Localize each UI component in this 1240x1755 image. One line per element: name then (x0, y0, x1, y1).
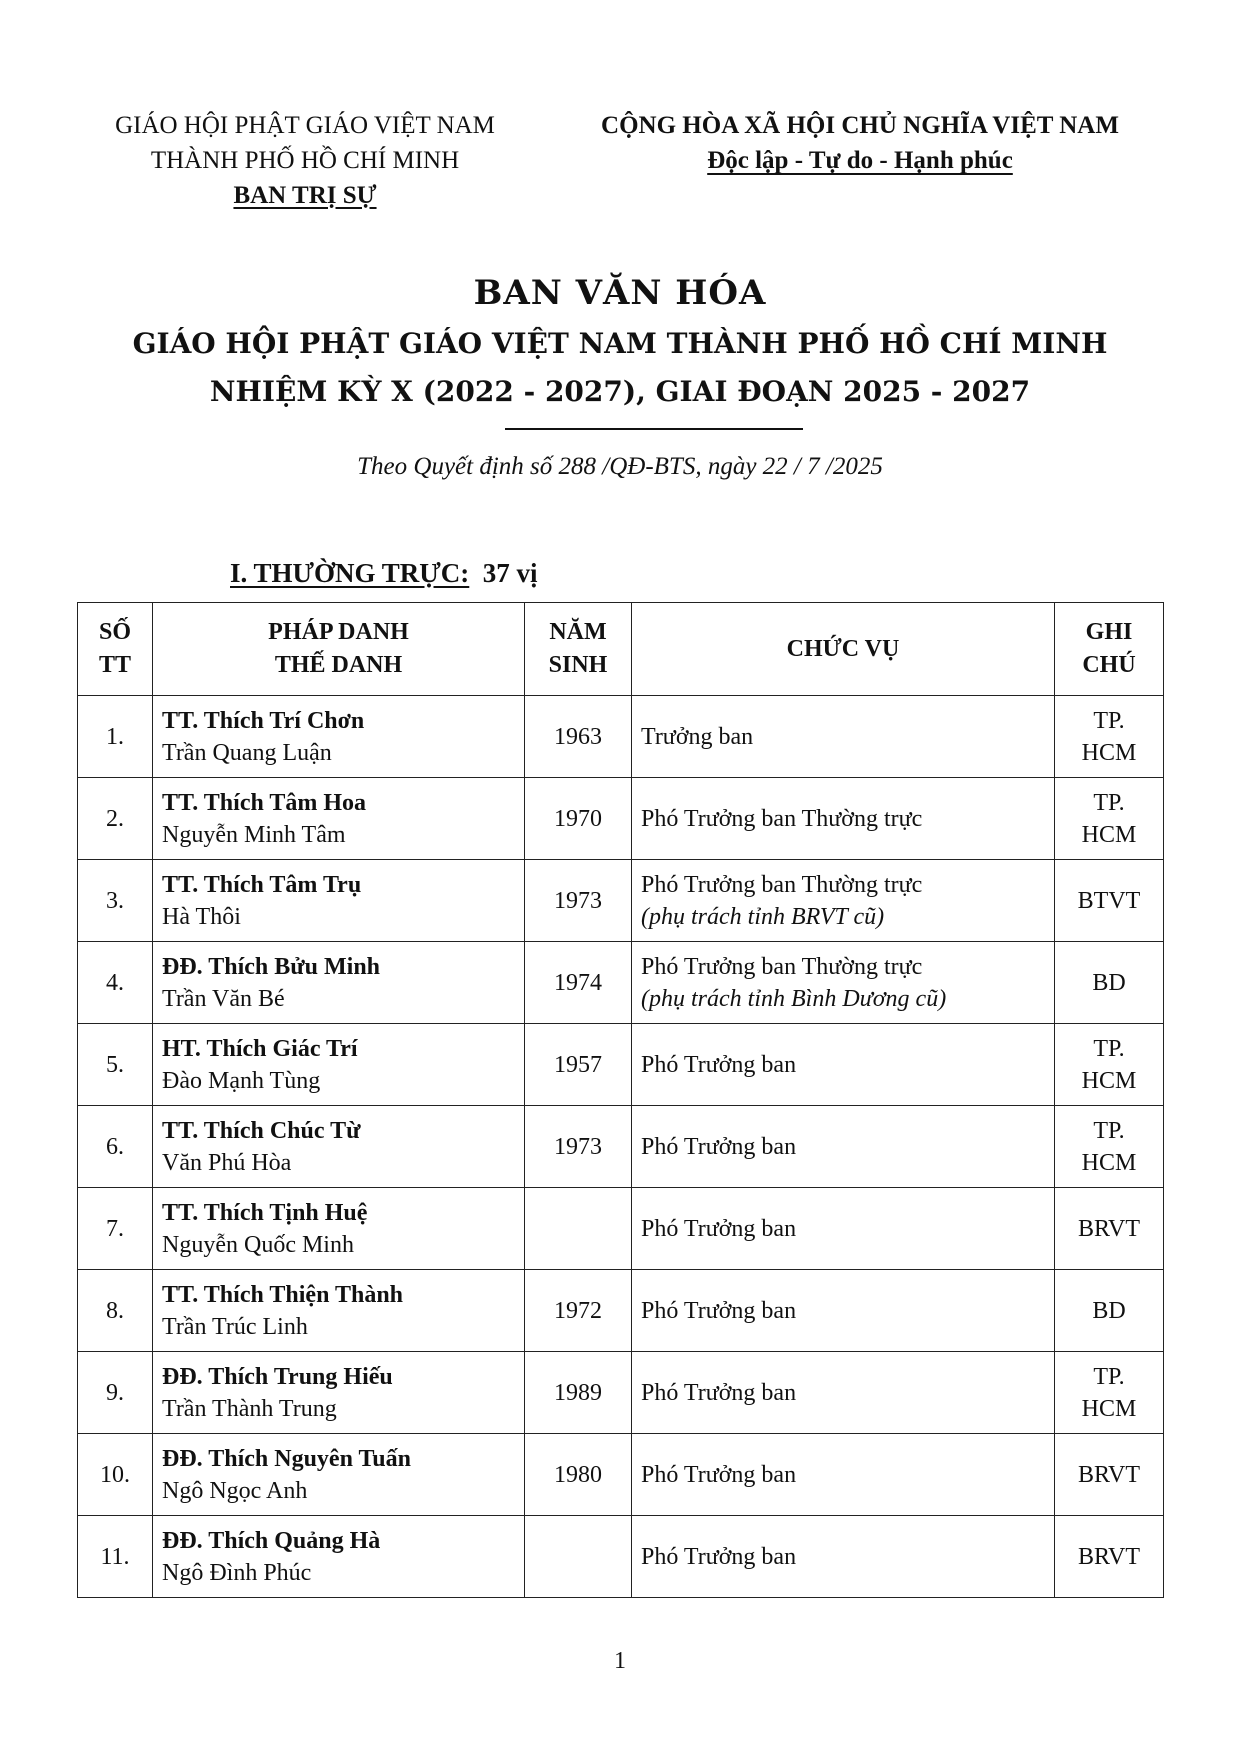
secular-name: Trần Quang Luận (162, 739, 332, 766)
role-text: Phó Trưởng ban (641, 1461, 797, 1488)
cell-name (153, 696, 525, 778)
cell-year: 1980 (525, 1434, 632, 1516)
secular-name: Nguyễn Quốc Minh (162, 1231, 354, 1258)
secular-name: Đào Mạnh Tùng (162, 1067, 321, 1094)
cell-year: 1972 (525, 1270, 632, 1352)
cell-no: 8. (78, 1270, 153, 1352)
cell-note: BD (1055, 1270, 1164, 1352)
cell-no: 6. (78, 1106, 153, 1188)
title-divider (505, 428, 803, 430)
role-text: Phó Trưởng ban (641, 1543, 797, 1570)
secular-name: Ngô Ngọc Anh (162, 1477, 308, 1504)
title-line-2: GIÁO HỘI PHẬT GIÁO VIỆT NAM THÀNH PHỐ HỒ CHÍ MINH (132, 327, 1108, 360)
cell-role (632, 778, 1055, 860)
table-row (78, 1516, 1164, 1598)
dharma-name: ĐĐ. Thích Quảng Hà (162, 1527, 381, 1554)
cell-note: BTVT (1055, 860, 1164, 942)
cell-year: 1970 (525, 778, 632, 860)
dharma-name: TT. Thích Chúc Từ (162, 1117, 361, 1144)
table-row (78, 1434, 1164, 1516)
secular-name: Nguyễn Minh Tâm (162, 821, 346, 848)
issuer-line-1: GIÁO HỘI PHẬT GIÁO VIỆT NAM (115, 112, 495, 139)
table-row (78, 860, 1164, 942)
secular-name: Văn Phú Hòa (162, 1149, 292, 1176)
cell-role (632, 1024, 1055, 1106)
cell-role (632, 1434, 1055, 1516)
section-count: 37 vị (482, 558, 538, 588)
secular-name: Trần Trúc Linh (162, 1313, 308, 1340)
dharma-name: ĐĐ. Thích Nguyên Tuấn (162, 1445, 411, 1472)
cell-no: 4. (78, 942, 153, 1024)
dharma-name: HT. Thích Giác Trí (162, 1035, 358, 1062)
role-text: Phó Trưởng ban (641, 1379, 797, 1406)
secular-name: Trần Văn Bé (162, 985, 285, 1012)
table-row (78, 1352, 1164, 1434)
dharma-name: TT. Thích Tâm Hoa (162, 789, 367, 816)
national-heading (570, 108, 1150, 178)
cell-year: 1974 (525, 942, 632, 1024)
table-row (78, 696, 1164, 778)
cell-role (632, 1188, 1055, 1270)
secular-name: Trần Thành Trung (162, 1395, 337, 1422)
section-title: I. THƯỜNG TRỰC: (230, 558, 470, 588)
dharma-name: TT. Thích Trí Chơn (162, 707, 365, 734)
table-row (78, 1024, 1164, 1106)
cell-note: TP. HCM (1055, 1352, 1164, 1434)
cell-name (153, 1270, 525, 1352)
cell-note: BRVT (1055, 1516, 1164, 1598)
cell-role (632, 860, 1055, 942)
cell-no: 10. (78, 1434, 153, 1516)
cell-role (632, 1106, 1055, 1188)
title-line-1: BAN VĂN HÓA (473, 273, 767, 313)
cell-year: 1973 (525, 860, 632, 942)
role-note: (phụ trách tỉnh Bình Dương cũ) (641, 985, 947, 1012)
header-name: PHÁP DANH THẾ DANH (153, 603, 525, 696)
country-name: CỘNG HÒA XÃ HỘI CHỦ NGHĨA VIỆT NAM (601, 112, 1119, 139)
cell-year: 1963 (525, 696, 632, 778)
cell-name (153, 1188, 525, 1270)
cell-note: TP. HCM (1055, 1024, 1164, 1106)
cell-name (153, 1516, 525, 1598)
cell-name (153, 1434, 525, 1516)
cell-role (632, 1270, 1055, 1352)
table-header-row (78, 603, 1164, 696)
header-year: NĂM SINH (525, 603, 632, 696)
cell-note: TP. HCM (1055, 696, 1164, 778)
role-text: Phó Trưởng ban (641, 1133, 797, 1160)
table-row (78, 778, 1164, 860)
cell-name (153, 942, 525, 1024)
dharma-name: TT. Thích Tịnh Huệ (162, 1199, 368, 1226)
issuer-block (90, 108, 520, 213)
role-text: Trưởng ban (641, 723, 754, 750)
table-row (78, 1270, 1164, 1352)
role-text: Phó Trưởng ban Thường trực (641, 953, 923, 980)
header-role: CHỨC VỤ (632, 603, 1055, 696)
cell-no: 1. (78, 696, 153, 778)
secular-name: Ngô Đình Phúc (162, 1559, 312, 1586)
cell-no: 2. (78, 778, 153, 860)
table-row (78, 1106, 1164, 1188)
section-heading (230, 555, 538, 591)
cell-name (153, 1106, 525, 1188)
cell-role (632, 1352, 1055, 1434)
cell-no: 3. (78, 860, 153, 942)
page-number: 1 (614, 1648, 626, 1674)
role-text: Phó Trưởng ban Thường trực (641, 871, 923, 898)
cell-name (153, 1024, 525, 1106)
cell-note: TP. HCM (1055, 1106, 1164, 1188)
cell-year: 1973 (525, 1106, 632, 1188)
issuer-line-3: BAN TRỊ SỰ (233, 182, 377, 209)
cell-role (632, 942, 1055, 1024)
cell-year: 1957 (525, 1024, 632, 1106)
cell-role (632, 696, 1055, 778)
dharma-name: ĐĐ. Thích Trung Hiếu (162, 1363, 393, 1390)
role-text: Phó Trưởng ban (641, 1051, 797, 1078)
national-motto: Độc lập - Tự do - Hạnh phúc (707, 147, 1013, 174)
title-line-3: NHIỆM KỲ X (2022 - 2027), GIAI ĐOẠN 2025 - 2027 (209, 375, 1031, 408)
cell-year (525, 1188, 632, 1270)
cell-role (632, 1516, 1055, 1598)
cell-note: TP. HCM (1055, 778, 1164, 860)
decision-reference: Theo Quyết định số 288 /QĐ-BTS, ngày 22 / 7 /2025 (357, 453, 883, 480)
cell-year (525, 1516, 632, 1598)
cell-year: 1989 (525, 1352, 632, 1434)
role-text: Phó Trưởng ban (641, 1297, 797, 1324)
role-note: (phụ trách tỉnh BRVT cũ) (641, 903, 885, 930)
dharma-name: ĐĐ. Thích Bửu Minh (162, 953, 381, 980)
cell-name (153, 1352, 525, 1434)
role-text: Phó Trưởng ban Thường trực (641, 805, 923, 832)
issuer-line-2: THÀNH PHỐ HỒ CHÍ MINH (150, 147, 460, 174)
cell-note: BRVT (1055, 1434, 1164, 1516)
dharma-name: TT. Thích Thiện Thành (162, 1281, 404, 1308)
table-row (78, 942, 1164, 1024)
cell-note: BD (1055, 942, 1164, 1024)
role-text: Phó Trưởng ban (641, 1215, 797, 1242)
members-table (77, 602, 1164, 1598)
document-title (60, 268, 1180, 416)
cell-name (153, 860, 525, 942)
cell-name (153, 778, 525, 860)
header-note: GHI CHÚ (1055, 603, 1164, 696)
table-row (78, 1188, 1164, 1270)
dharma-name: TT. Thích Tâm Trụ (162, 871, 362, 898)
cell-no: 5. (78, 1024, 153, 1106)
cell-no: 9. (78, 1352, 153, 1434)
secular-name: Hà Thôi (162, 903, 241, 930)
cell-note: BRVT (1055, 1188, 1164, 1270)
cell-no: 7. (78, 1188, 153, 1270)
cell-no: 11. (78, 1516, 153, 1598)
header-no: SỐ TT (78, 603, 153, 696)
